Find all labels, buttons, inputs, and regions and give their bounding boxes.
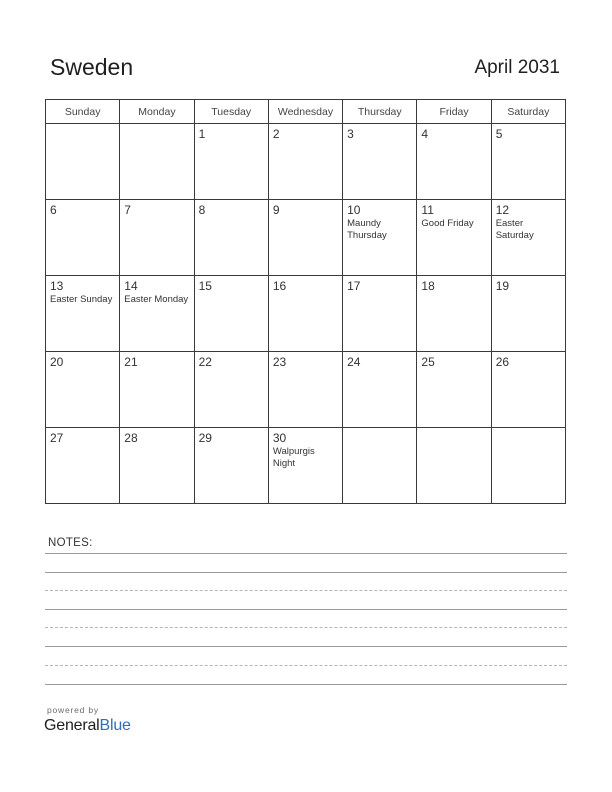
day-cell bbox=[417, 124, 491, 200]
day-number: 26 bbox=[495, 355, 510, 369]
day-cell bbox=[268, 428, 342, 504]
calendar-grid bbox=[45, 99, 566, 504]
day-number: 28 bbox=[124, 431, 138, 445]
day-cell bbox=[491, 124, 565, 200]
holiday-label: Maundy Thursday bbox=[347, 218, 387, 241]
day-cell bbox=[343, 200, 417, 276]
day-cell bbox=[120, 276, 194, 352]
day-number: 20 bbox=[50, 355, 64, 369]
brand-general: General bbox=[44, 717, 100, 734]
day-cell bbox=[120, 352, 194, 428]
day-number: 6 bbox=[50, 203, 57, 217]
day-number: 30 bbox=[272, 431, 287, 445]
note-line bbox=[45, 646, 567, 647]
day-cell bbox=[417, 352, 491, 428]
notes-label: NOTES: bbox=[48, 537, 93, 549]
day-number: 22 bbox=[198, 355, 212, 369]
week-row bbox=[46, 428, 566, 504]
day-cell bbox=[268, 276, 342, 352]
powered-by-text: powered by bbox=[47, 705, 99, 715]
day-cell bbox=[268, 352, 342, 428]
day-number: 11 bbox=[421, 203, 434, 217]
month-title: April 2031 bbox=[474, 57, 560, 78]
day-cell bbox=[491, 200, 565, 276]
day-number: 21 bbox=[124, 355, 138, 369]
note-line bbox=[45, 609, 567, 610]
note-line bbox=[45, 627, 567, 628]
week-row bbox=[46, 124, 566, 200]
day-cell bbox=[268, 124, 342, 200]
day-cell bbox=[120, 200, 194, 276]
weekday-header: Friday bbox=[417, 100, 491, 124]
day-cell bbox=[194, 124, 268, 200]
day-number: 15 bbox=[198, 279, 212, 293]
holiday-label: Walpurgis Night bbox=[272, 446, 315, 469]
day-number: 4 bbox=[421, 127, 429, 141]
day-number: 9 bbox=[272, 203, 280, 217]
day-number: 2 bbox=[272, 127, 280, 141]
day-number: 29 bbox=[198, 431, 212, 445]
day-number: 1 bbox=[198, 127, 206, 141]
day-cell bbox=[417, 276, 491, 352]
note-line bbox=[45, 572, 567, 573]
day-cell bbox=[46, 276, 120, 352]
weekday-header-row bbox=[46, 100, 566, 124]
holiday-label: Good Friday bbox=[421, 218, 474, 229]
weekday-header: Sunday bbox=[46, 100, 120, 124]
day-cell bbox=[491, 276, 565, 352]
day-cell bbox=[417, 428, 491, 504]
day-cell bbox=[46, 428, 120, 504]
weekday-header: Thursday bbox=[343, 100, 417, 124]
day-number: 17 bbox=[347, 279, 361, 293]
day-cell bbox=[194, 352, 268, 428]
day-cell bbox=[46, 124, 120, 200]
day-cell bbox=[491, 352, 565, 428]
day-cell bbox=[343, 276, 417, 352]
note-line bbox=[45, 553, 567, 554]
day-number: 25 bbox=[421, 355, 435, 369]
week-row bbox=[46, 276, 566, 352]
holiday-label: Easter Monday bbox=[124, 294, 189, 305]
note-line bbox=[45, 665, 567, 666]
day-number: 27 bbox=[50, 431, 64, 445]
day-number: 10 bbox=[347, 203, 361, 217]
day-number: 16 bbox=[272, 279, 287, 293]
brand-logo bbox=[44, 717, 131, 735]
day-cell bbox=[120, 124, 194, 200]
week-row bbox=[46, 200, 566, 276]
note-line bbox=[45, 590, 567, 591]
day-cell bbox=[46, 352, 120, 428]
weekday-header: Wednesday bbox=[268, 100, 342, 124]
day-cell bbox=[268, 200, 342, 276]
day-number: 19 bbox=[495, 279, 510, 293]
day-number: 12 bbox=[495, 203, 510, 217]
day-cell bbox=[417, 200, 491, 276]
day-number: 13 bbox=[50, 279, 64, 293]
holiday-label: Easter Saturday bbox=[495, 218, 534, 241]
day-number: 8 bbox=[198, 203, 206, 217]
day-number: 14 bbox=[124, 279, 138, 293]
holiday-label: Easter Sunday bbox=[50, 294, 113, 305]
day-number: 5 bbox=[495, 127, 503, 141]
day-cell bbox=[194, 276, 268, 352]
brand-blue: Blue bbox=[99, 717, 131, 734]
day-cell bbox=[343, 428, 417, 504]
country-title: Sweden bbox=[50, 54, 134, 80]
day-number: 7 bbox=[124, 203, 131, 217]
weekday-header: Tuesday bbox=[194, 100, 268, 124]
day-number: 23 bbox=[272, 355, 287, 369]
week-row bbox=[46, 352, 566, 428]
day-number: 18 bbox=[421, 279, 435, 293]
weekday-header: Monday bbox=[120, 100, 194, 124]
day-cell bbox=[343, 124, 417, 200]
day-number: 3 bbox=[347, 127, 354, 141]
day-number: 24 bbox=[347, 355, 361, 369]
weekday-header: Saturday bbox=[491, 100, 565, 124]
day-cell bbox=[46, 200, 120, 276]
day-cell bbox=[194, 200, 268, 276]
day-cell bbox=[343, 352, 417, 428]
day-cell bbox=[120, 428, 194, 504]
day-cell bbox=[491, 428, 565, 504]
day-cell bbox=[194, 428, 268, 504]
note-line bbox=[45, 684, 567, 685]
